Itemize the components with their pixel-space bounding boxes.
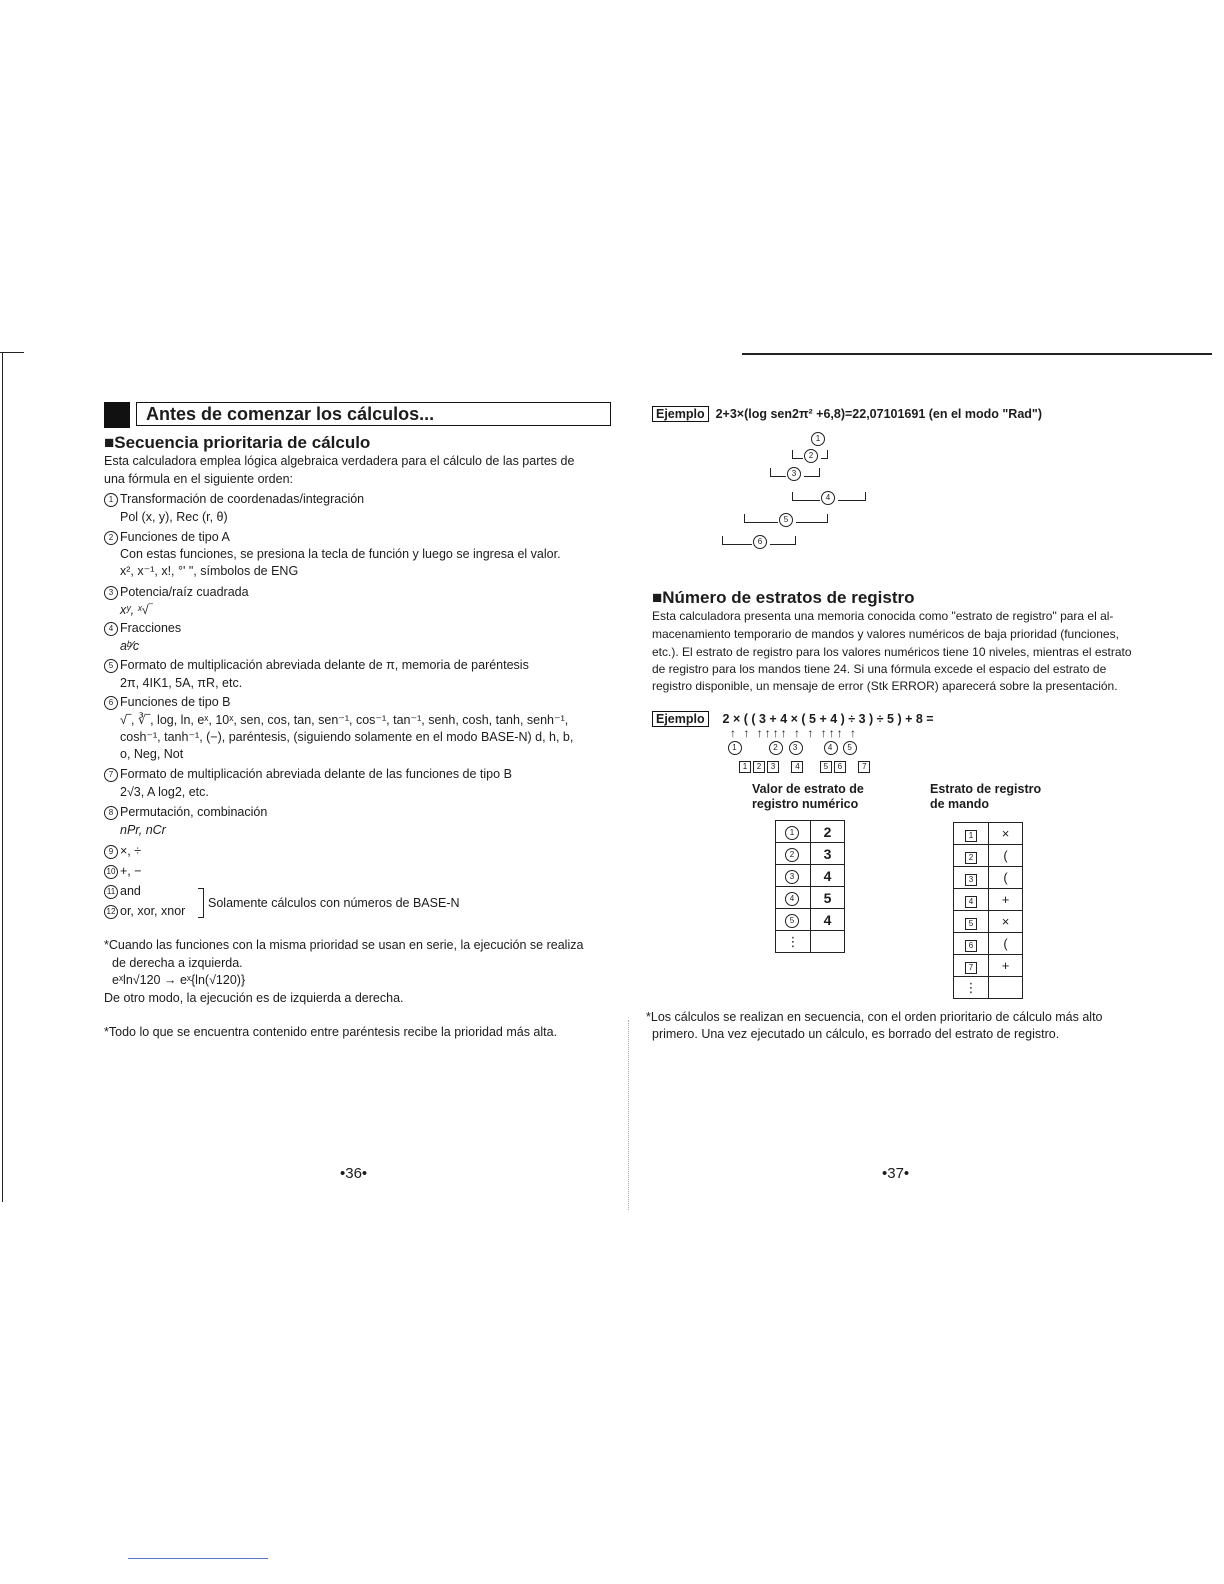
base-n-bracket	[198, 888, 204, 918]
example-label: Ejemplo	[652, 406, 709, 422]
left-subtitle: ■Secuencia prioritaria de cálculo	[104, 433, 371, 452]
stack-index	[954, 911, 989, 933]
priority-item-detail: 2√3, A log2, etc.	[120, 785, 209, 799]
stack-index	[954, 845, 989, 867]
circle-number: 1	[811, 432, 825, 446]
numeric-title-line-2: registro numérico	[752, 797, 859, 811]
command-title-line-1: Estrato de registro	[930, 782, 1042, 796]
circle-number: 2	[785, 848, 799, 862]
stack-value: 2	[811, 821, 845, 843]
circle-number: 4	[821, 491, 835, 505]
circle-number: 8	[104, 806, 118, 820]
priority-item-title: Fracciones	[120, 621, 182, 635]
circle-number: 3	[789, 741, 803, 755]
command-table-title	[930, 782, 1041, 812]
priority-item-title: Funciones de tipo A	[120, 530, 230, 544]
priority-item-12	[104, 903, 185, 920]
priority-item-title: Potencia/raíz cuadrada	[120, 585, 249, 599]
priority-item-detail: cosh⁻¹, tanh⁻¹, (−), paréntesis, (siguiendo solamente en el modo BASE-N) d, h, b,	[120, 730, 574, 744]
numeric-title-line-1: Valor de estrato de	[752, 782, 864, 796]
table-row	[776, 887, 845, 909]
bracket-label-6	[752, 535, 770, 549]
square-number: 2	[965, 852, 977, 864]
square-number: 3	[965, 874, 977, 886]
square-number: 2	[753, 761, 765, 773]
priority-item-7	[104, 766, 512, 783]
stack-index	[954, 823, 989, 845]
circle-number: 9	[104, 845, 118, 859]
binding-rule	[628, 1020, 629, 1210]
circle-number: 4	[824, 741, 838, 755]
base-n-note: Solamente cálculos con números de BASE-N	[208, 896, 460, 910]
stack-index	[954, 933, 989, 955]
stack-arrows: ↑ ↑ ↑↑↑↑ ↑ ↑ ↑↑↑ ↑	[730, 726, 859, 740]
circle-number: 3	[785, 870, 799, 884]
table-row	[954, 955, 1023, 977]
stack-value: 5	[811, 887, 845, 909]
circle-number: 6	[753, 535, 767, 549]
priority-item-4	[104, 620, 181, 637]
stack-value: ×	[989, 823, 1023, 845]
square-number: 7	[858, 761, 870, 773]
square-number: 5	[820, 761, 832, 773]
section-title: Antes de comenzar los cálculos...	[146, 404, 435, 424]
square-number: 6	[965, 940, 977, 952]
priority-item-detail: o, Neg, Not	[120, 747, 184, 761]
table-row	[954, 977, 1023, 999]
example-1	[652, 406, 1042, 423]
priority-item-title: or, xor, xnor	[120, 904, 186, 918]
priority-item-title: +, −	[120, 864, 142, 878]
stack-value	[989, 977, 1023, 999]
square-number: 3	[767, 761, 779, 773]
circle-number: 2	[104, 531, 118, 545]
intro-line-1: Esta calculadora emplea lógica algebraica verdadera para el cálculo de las partes de	[104, 454, 575, 468]
stack-value: +	[989, 955, 1023, 977]
stack-index	[776, 843, 811, 865]
stack-index: ⋮	[776, 931, 811, 953]
intro-line-2: una fórmula en el siguiente orden:	[104, 472, 294, 486]
page-number-left: •36•	[340, 1165, 368, 1182]
example-label: Ejemplo	[652, 711, 709, 727]
stack-index	[954, 867, 989, 889]
left-crop-mark	[0, 352, 24, 353]
priority-item-11	[104, 883, 141, 900]
circle-number: 6	[104, 696, 118, 710]
priority-item-6	[104, 694, 231, 711]
right-subtitle: ■Número de estratos de registro	[652, 588, 915, 607]
stack-value: 4	[811, 909, 845, 931]
priority-item-detail: √‾, ∛‾, log, ln, eˣ, 10ˣ, sen, cos, tan, sen⁻¹, cos⁻¹, tan⁻¹, senh, cosh, tanh, senh⁻¹,	[120, 713, 569, 727]
bracket-label-1	[810, 432, 828, 446]
table-row	[954, 845, 1023, 867]
stack-value: (	[989, 867, 1023, 889]
table-row	[954, 911, 1023, 933]
priority-item-detail: aᵇ⁄c	[120, 639, 140, 653]
stack-index	[776, 821, 811, 843]
table-row	[954, 933, 1023, 955]
stack-index: ⋮	[954, 977, 989, 999]
priority-item-title: and	[120, 884, 141, 898]
priority-item-9	[104, 843, 141, 860]
priority-item-detail: 2π, 4IK1, 5A, πR, etc.	[120, 676, 243, 690]
circle-number: 1	[785, 826, 799, 840]
square-number: 4	[965, 896, 977, 908]
table-row	[776, 821, 845, 843]
table-row	[776, 865, 845, 887]
priority-item-title: Transformación de coordenadas/integración	[120, 492, 365, 506]
circle-number: 5	[779, 513, 793, 527]
example-1-expression: 2+3×(log sen2π² +6,8)=22,07101691 (en el modo "Rad")	[715, 407, 1043, 421]
stack-index	[776, 887, 811, 909]
priority-item-10	[104, 863, 142, 880]
square-number: 5	[965, 918, 977, 930]
arrow-numbers-row2	[738, 756, 871, 774]
circle-number: 10	[104, 865, 118, 879]
arrow-numbers-row1	[728, 741, 859, 755]
stack-index	[954, 889, 989, 911]
priority-item-8	[104, 804, 267, 821]
para-line-4: de registro para los mandos tiene 24. Si una fórmula excede el espacio del estrato de	[652, 662, 1107, 676]
bracket-label-2	[803, 449, 821, 463]
stack-index	[954, 955, 989, 977]
priority-item-title: Funciones de tipo B	[120, 695, 231, 709]
note1-end: De otro modo, la ejecución es de izquierda a derecha.	[104, 991, 404, 1005]
right-note-line-1: *Los cálculos se realizan en secuencia, con el orden prioritario de cálculo más alto	[646, 1010, 1103, 1024]
stack-value: (	[989, 933, 1023, 955]
circle-number: 12	[104, 905, 118, 919]
note1-line-2: de derecha a izquierda.	[112, 956, 243, 970]
page-number-right: •37•	[882, 1165, 910, 1182]
table-row	[954, 823, 1023, 845]
right-note-line-2: primero. Una vez ejecutado un cálculo, es borrado del estrato de registro.	[652, 1027, 1060, 1041]
square-number: 6	[834, 761, 846, 773]
priority-item-title: Formato de multiplicación abreviada delante de π, memoria de paréntesis	[120, 658, 529, 672]
left-edge-line	[2, 352, 3, 1202]
table-row	[776, 909, 845, 931]
note2: *Todo lo que se encuentra contenido entre paréntesis recibe la prioridad más alta.	[104, 1025, 558, 1039]
para-line-2: macenamiento temporario de mandos y valores numéricos de baja prioridad (funciones,	[652, 627, 1119, 641]
note1-formula: eˣln√120 → eˣ{ln(√120)}	[112, 973, 246, 987]
square-number: 4	[791, 761, 803, 773]
circle-number: 5	[843, 741, 857, 755]
priority-item-detail: nPr, nCr	[120, 823, 166, 837]
command-stack-table	[953, 822, 1023, 999]
priority-item-3	[104, 584, 249, 601]
circle-number: 4	[104, 622, 118, 636]
circle-number: 1	[104, 493, 118, 507]
numeric-table-title	[752, 782, 864, 812]
table-row	[954, 889, 1023, 911]
circle-number: 4	[785, 892, 799, 906]
table-row	[776, 843, 845, 865]
square-number: 1	[965, 830, 977, 842]
table-row	[954, 867, 1023, 889]
priority-item-1	[104, 491, 364, 508]
circle-number: 3	[787, 467, 801, 481]
circle-number: 2	[769, 741, 783, 755]
circle-number: 3	[104, 586, 118, 600]
numeric-stack-table	[775, 820, 845, 953]
priority-item-title: ×, ÷	[120, 844, 142, 858]
bottom-left-rule	[128, 1558, 268, 1559]
square-number: 7	[965, 962, 977, 974]
priority-item-detail: xʸ, ˣ√‾	[120, 603, 153, 617]
priority-item-title: Permutación, combinación	[120, 805, 268, 819]
para-line-3: etc.). El estrato de registro para los valores numéricos tiene 10 niveles, mientras el estrato	[652, 645, 1132, 659]
table-row	[776, 931, 845, 953]
command-title-line-2: de mando	[930, 797, 990, 811]
stack-value: (	[989, 845, 1023, 867]
circle-number: 2	[804, 449, 818, 463]
circle-number: 1	[728, 741, 742, 755]
priority-item-detail: x², x⁻¹, x!, °' ", símbolos de ENG	[120, 564, 299, 578]
para-line-1: Esta calculadora presenta una memoria conocida como "estrato de registro" para el al-	[652, 609, 1114, 623]
example-2-expression: 2 × ( ( 3 + 4 × ( 5 + 4 ) ÷ 3 ) ÷ 5 ) + 8 =	[722, 712, 934, 726]
stack-value: ×	[989, 911, 1023, 933]
para-line-5: registro disponible, un mensaje de error (Stk ERROR) aparecerá sobre la presentación.	[652, 679, 1118, 693]
top-right-rule	[742, 353, 1212, 355]
priority-item-detail: Pol (x, y), Rec (r, θ)	[120, 510, 228, 524]
square-number: 1	[739, 761, 751, 773]
priority-item-detail: Con estas funciones, se presiona la tecla de función y luego se ingresa el valor.	[120, 547, 561, 561]
priority-item-5	[104, 657, 529, 674]
section-marker	[104, 402, 130, 428]
stack-index	[776, 909, 811, 931]
circle-number: 7	[104, 768, 118, 782]
stack-value	[811, 931, 845, 953]
circle-number: 5	[785, 914, 799, 928]
stack-value: 3	[811, 843, 845, 865]
stack-value: +	[989, 889, 1023, 911]
note1-line-1: *Cuando las funciones con la misma prioridad se usan en serie, la ejecución se realiza	[104, 938, 584, 952]
bracket-label-3	[786, 467, 804, 481]
circle-number: 11	[104, 885, 118, 899]
bracket-diagram	[700, 430, 900, 555]
stack-index	[776, 865, 811, 887]
circle-number: 5	[104, 659, 118, 673]
priority-item-2	[104, 529, 230, 546]
priority-item-title: Formato de multiplicación abreviada delante de las funciones de tipo B	[120, 767, 512, 781]
stack-value: 4	[811, 865, 845, 887]
bracket-label-5	[778, 513, 796, 527]
bracket-label-4	[820, 491, 838, 505]
